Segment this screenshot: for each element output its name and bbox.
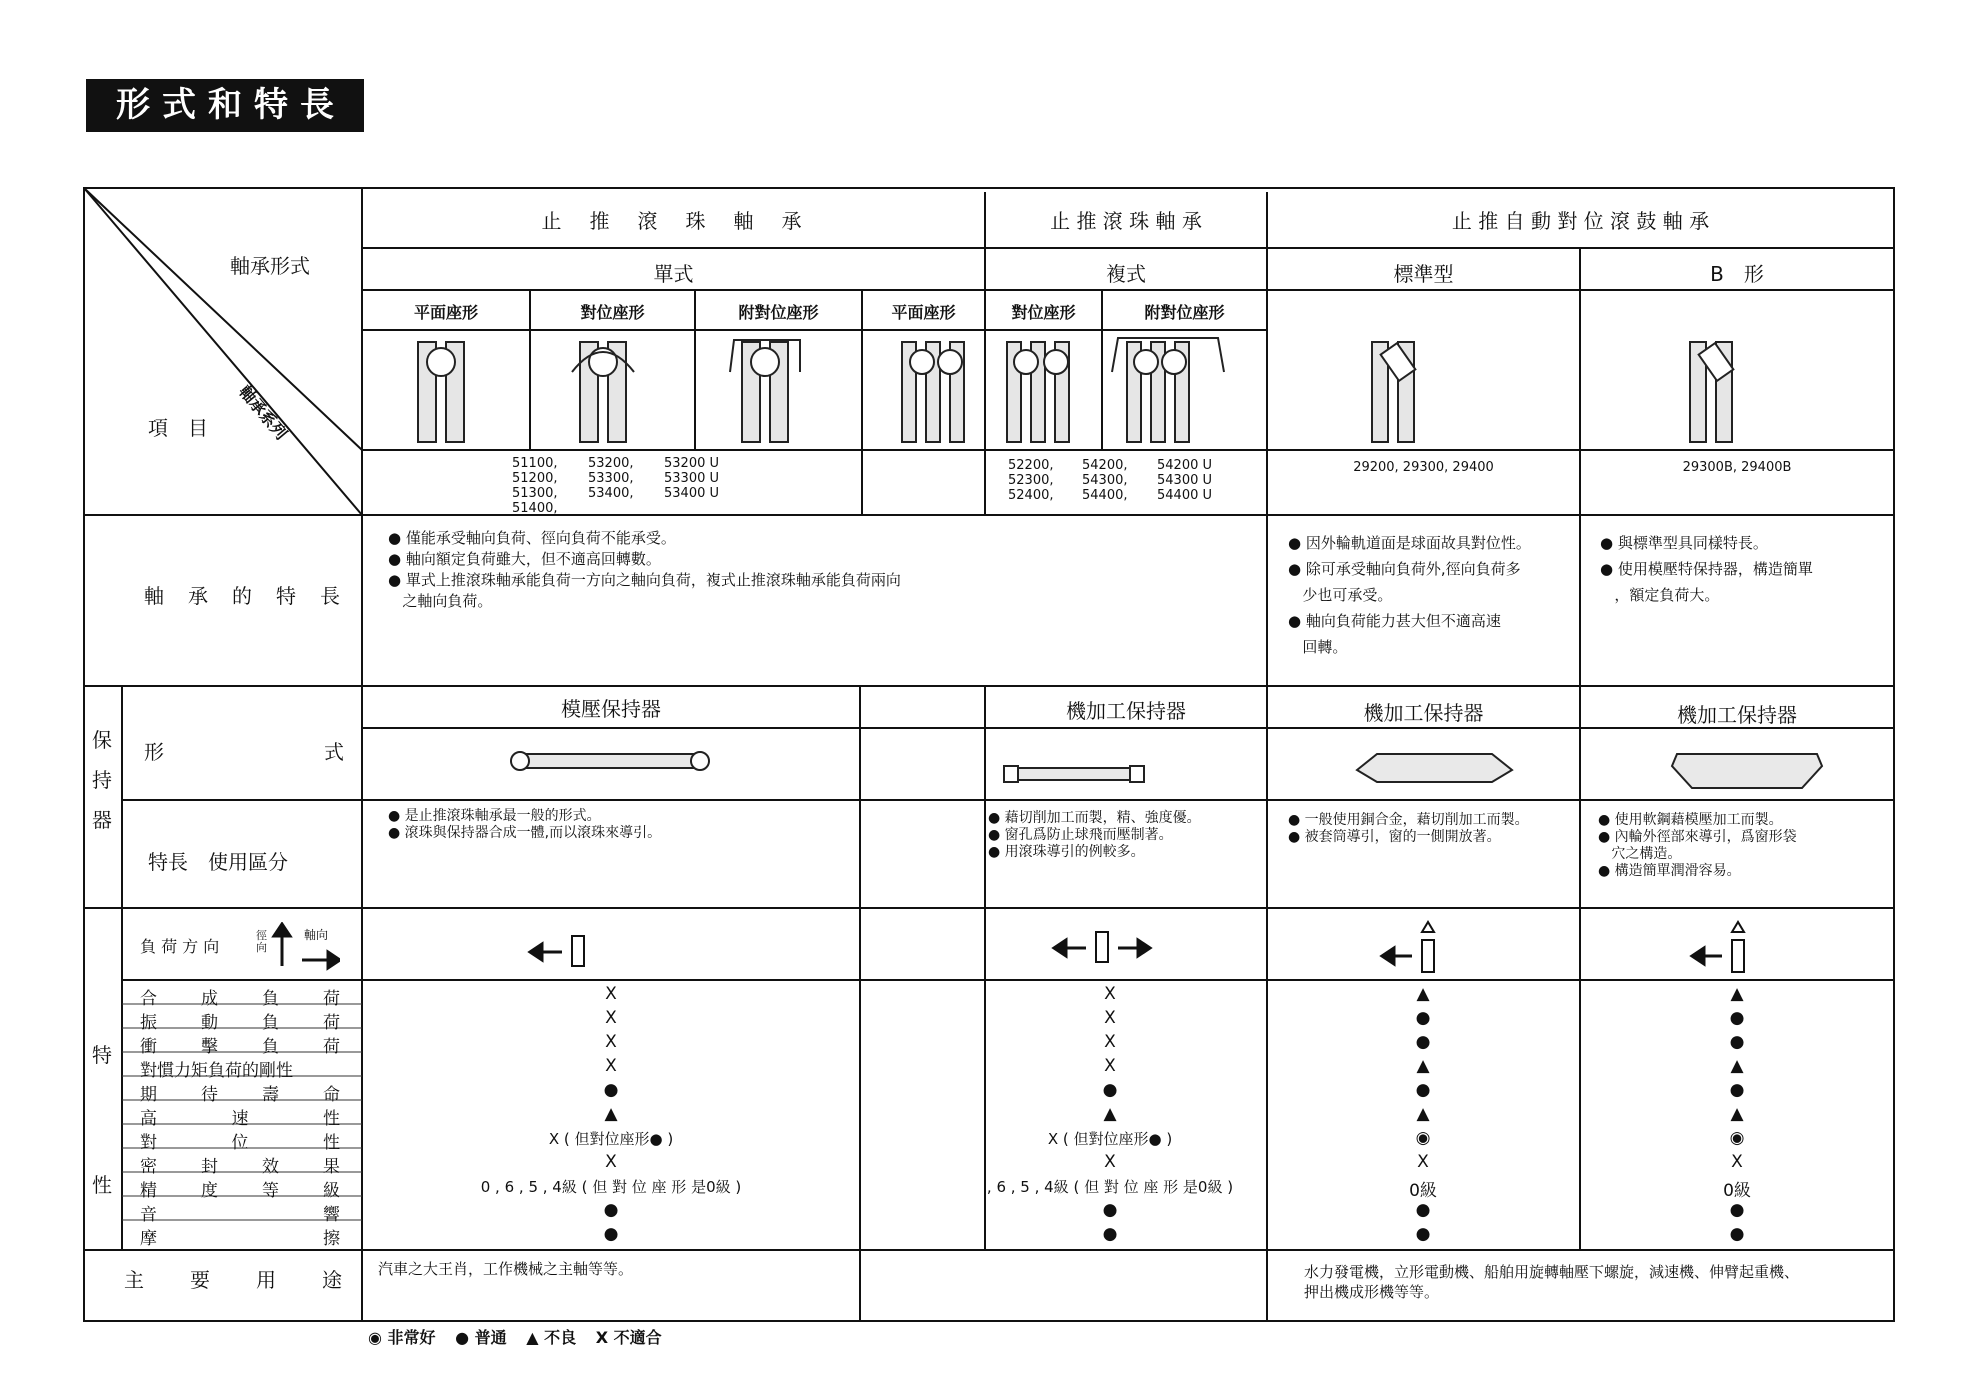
char-value: X: [1104, 1032, 1116, 1052]
char-value: X ( 但對位座形● ): [1047, 1130, 1173, 1148]
double-load-icon: [1054, 932, 1150, 962]
char-row-label: [140, 1056, 340, 1081]
char-value: ●: [1729, 1080, 1745, 1100]
usage-label: 主 要 用 途: [124, 1268, 344, 1292]
series-single-c: 53200 U 53300 U 53400 U: [664, 456, 720, 501]
char-value: ▲: [1416, 984, 1430, 1004]
char-row-label-part: 動: [201, 1013, 218, 1033]
cage-type-4: 機加工保持器: [1677, 703, 1797, 727]
cage-side-label: 保 持 器: [92, 728, 112, 832]
align-seat-drawing: [572, 342, 634, 442]
char-row-label-part: 對: [140, 1133, 157, 1153]
char-row-label-part: 荷: [323, 989, 340, 1009]
legend: [368, 1325, 676, 1348]
char-row-label: [140, 1176, 340, 1201]
axial-label: 軸向: [304, 928, 329, 942]
char-value: ◉: [1729, 1128, 1745, 1148]
char-row-label-part: 位: [231, 1133, 249, 1153]
char-row-label-part: 壽: [262, 1085, 279, 1105]
char-row-label-part: 性: [323, 1133, 340, 1153]
roller-load-icon-1: [1382, 922, 1434, 972]
cage-notes-3: ● 一般使用銅合金，藉切削加工而製。 ● 被套筒導引，窗的一側開放著。: [1288, 812, 1529, 845]
features-ball: ● 僅能承受軸向負荷、徑向負荷不能承受。 ● 軸向額定負荷雖大，但不適高回轉數。 ● 單式上推滾珠軸承能負荷一方向之軸向負荷，複式止推滾珠軸承能負荷兩向 之軸向負荷。: [388, 529, 901, 610]
char-value: X: [605, 1032, 617, 1052]
series-label: 軸承系列: [235, 381, 291, 444]
cage-notes-4: ● 使用軟鋼藉模壓加工而製。 ● 內輪外徑部來導引，爲窗形袋 穴之構造。 ● 構造簡單潤滑容易。: [1598, 812, 1797, 879]
page-title: 形式和特長: [86, 79, 364, 132]
char-value: 0級: [1723, 1181, 1751, 1201]
roller-load-icon-2: [1692, 922, 1744, 972]
char-value: X: [1104, 1008, 1116, 1028]
double-flat-drawing: [902, 342, 964, 442]
cage-drawings: [362, 730, 1894, 798]
char-row-label: [140, 1032, 340, 1057]
bearing-type-label: 軸承形式: [230, 254, 310, 278]
char-row-label: [140, 1008, 340, 1033]
char-row-label-part: 級: [323, 1181, 340, 1201]
char-row-label-part: 荷: [323, 1013, 340, 1033]
cage-type-3: 機加工保持器: [1363, 701, 1484, 725]
cage-feature-label: 特長 使用區分: [148, 850, 288, 874]
char-row-label-part: 速: [231, 1109, 249, 1129]
double-align-drawing: [1007, 342, 1069, 442]
type-aux-1: 附對位座形: [738, 303, 819, 322]
single-load-icon: [530, 936, 584, 966]
char-value: ▲: [1730, 1056, 1744, 1076]
char-row-label: [140, 1200, 340, 1225]
char-value: ▲: [1416, 1056, 1430, 1076]
char-row-label-part: 效: [262, 1157, 279, 1177]
features-b-type: ● 與標準型具同樣特長。 ● 使用模壓特保持器，構造簡單 ，額定負荷大。: [1600, 534, 1813, 604]
usage-ball: 汽車之大王肖，工作機械之主軸等等。: [378, 1260, 634, 1278]
type-align-1: 對位座形: [580, 303, 645, 322]
char-value: X: [1417, 1152, 1429, 1172]
char-value: ●: [1415, 1032, 1431, 1052]
char-row-label-part: 高: [140, 1109, 157, 1129]
char-row-label-part: 負: [262, 1037, 279, 1057]
char-value: ▲: [1730, 984, 1744, 1004]
char-value: 0級: [1409, 1181, 1437, 1201]
subgroup-double: 複式: [1106, 262, 1146, 286]
cage-notes-1: ● 是止推滾珠軸承最一般的形式。 ● 滾珠與保持器合成一體,而以滾珠來導引。: [388, 808, 662, 841]
char-value: ●: [1415, 1080, 1431, 1100]
type-flat-2: 平面座形: [891, 303, 956, 322]
char-value: ▲: [1103, 1104, 1117, 1124]
char-row-label-part: 待: [201, 1085, 218, 1105]
char-row-label-part: 摩: [140, 1229, 157, 1249]
radial-label: 徑向: [256, 929, 267, 954]
char-row-label: [140, 1224, 340, 1249]
char-value: ●: [1729, 1008, 1745, 1028]
char-value: X: [1104, 1152, 1116, 1172]
char-row-label-part: 負: [262, 1013, 279, 1033]
features-standard: ● 因外輪軌道面是球面故具對位性。 ● 除可承受軸向負荷外,徑向負荷多 少也可承受。 ● 軸向負荷能力甚大但不適高速 回轉。: [1288, 534, 1531, 656]
legend-excellent: ◉ 非常好: [368, 1328, 436, 1347]
char-value: ●: [1729, 1032, 1745, 1052]
item-label: 項 目: [148, 416, 208, 440]
char-row-label-part: 衝: [140, 1037, 157, 1057]
machined-cage-drawing-1: [1004, 768, 1144, 780]
char-value: X: [1104, 1056, 1116, 1076]
char-row-label-part: 擊: [201, 1037, 218, 1057]
char-row-label-part: 封: [201, 1157, 218, 1177]
roller-standard-drawing: [1372, 342, 1415, 442]
char-row-label-part: 期: [140, 1085, 157, 1105]
series-standard: 29200, 29300, 29400: [1353, 460, 1494, 475]
char-row-label-part: 負: [262, 989, 279, 1009]
legend-normal: ● 普通: [455, 1328, 507, 1347]
char-row-label-part: 響: [323, 1205, 340, 1225]
char-row-label-part: 等: [262, 1181, 279, 1201]
char-value: ●: [1415, 1008, 1431, 1028]
machined-cage-drawing-3: [1672, 754, 1822, 788]
char-value: X: [605, 1152, 617, 1172]
features-label: 軸 承 的 特 長: [144, 584, 342, 608]
char-row-label-part: 合: [140, 989, 157, 1009]
char-value: X: [605, 984, 617, 1004]
char-value: X: [1104, 984, 1116, 1004]
char-value: X: [1731, 1152, 1743, 1172]
series-double-b: 54200, 54300, 54400,: [1082, 458, 1128, 503]
aux-seat-drawing: [730, 340, 800, 442]
char-row-label-part: 振: [140, 1013, 157, 1033]
cage-type-2: 機加工保持器: [1066, 699, 1186, 723]
bearing-drawings: [362, 332, 1894, 448]
char-row-label-part: 荷: [323, 1037, 340, 1057]
series-double-c: 54200 U 54300 U 54400 U: [1157, 458, 1213, 503]
flat-seat-drawing: [418, 342, 464, 442]
char-row-label-part: 密: [140, 1157, 157, 1177]
char-row-label-part: 音: [140, 1205, 157, 1225]
usage-roller: 水力發電機，立形電動機、船舶用旋轉軸壓下螺旋，減速機、伸臂起重機、 押出機成形機等等。: [1304, 1263, 1800, 1301]
chars-side-label: 特 性: [92, 1043, 112, 1197]
roller-b-drawing: [1690, 342, 1733, 442]
char-row-label: [140, 1104, 340, 1129]
subgroup-b-type: B 形: [1710, 262, 1764, 286]
series-single-b: 53200, 53300, 53400,: [588, 456, 634, 501]
char-row-label-part: 度: [201, 1181, 218, 1201]
char-value: ●: [1102, 1200, 1118, 1220]
char-value: ●: [1729, 1200, 1745, 1220]
char-row-label: [140, 1080, 340, 1105]
group-thrust-ball-2: 止 推 滾 珠 軸 承: [1050, 209, 1202, 233]
cage-notes-2: ● 藉切削加工而製，精、強度優。 ● 窗孔爲防止球飛而壓制著。 ● 用滾珠導引的例較多。: [988, 810, 1201, 860]
type-align-2: 對位座形: [1011, 303, 1076, 322]
char-value: ●: [603, 1080, 619, 1100]
char-value: X ( 但對位座形● ): [548, 1130, 674, 1148]
char-value: ●: [603, 1224, 619, 1244]
cage-type-1: 模壓保持器: [561, 697, 661, 721]
cage-form-label: 形 式: [144, 740, 344, 764]
char-row-label-part: 精: [140, 1181, 157, 1201]
char-row-label-part: 果: [323, 1157, 340, 1177]
char-value: ●: [1415, 1224, 1431, 1244]
char-row-label: [140, 1152, 340, 1177]
char-row-label-part: 命: [323, 1085, 340, 1105]
char-value: ●: [1415, 1200, 1431, 1220]
legend-poor: ▲ 不良: [526, 1328, 577, 1347]
subgroup-standard: 標準型: [1393, 262, 1454, 286]
char-value: ●: [1102, 1080, 1118, 1100]
group-thrust-ball-1: 止 推 滾 珠 軸 承: [541, 209, 806, 233]
char-value: ◉: [1415, 1128, 1431, 1148]
char-value: ▲: [1416, 1104, 1430, 1124]
char-value: , 6 , 5 , 4級 ( 但 對 位 座 形 是0級 ): [986, 1178, 1234, 1196]
char-value: ●: [1102, 1224, 1118, 1244]
series-b-type: 29300B, 29400B: [1682, 460, 1792, 475]
char-value: ▲: [1730, 1104, 1744, 1124]
char-value: ▲: [604, 1104, 618, 1124]
char-value: X: [605, 1056, 617, 1076]
char-row-label-part: 性: [323, 1109, 340, 1129]
subgroup-single: 單式: [653, 262, 694, 286]
type-flat-1: 平面座形: [413, 303, 478, 322]
char-row-label-part: 對慣力矩負荷的剛性: [140, 1061, 293, 1081]
molded-cage-drawing: [512, 754, 707, 768]
series-double-a: 52200, 52300, 52400,: [1008, 458, 1054, 503]
char-value: 0 , 6 , 5 , 4級 ( 但 對 位 座 形 是0級 ): [480, 1178, 742, 1196]
char-value: ●: [603, 1200, 619, 1220]
load-direction-icon: [270, 922, 340, 972]
machined-cage-drawing-2: [1357, 754, 1512, 782]
series-single-a: 51100, 51200, 51300, 51400,: [512, 456, 558, 516]
type-aux-2: 附對位座形: [1144, 303, 1225, 322]
legend-unsuitable: X 不適合: [595, 1328, 662, 1347]
char-row-label: [140, 1128, 340, 1153]
load-direction-label: 負 荷 方 向: [140, 937, 220, 956]
char-row-label: [140, 984, 340, 1009]
char-value: ●: [1729, 1224, 1745, 1244]
group-thrust-roller: 止 推 自 動 對 位 滾 鼓 軸 承: [1451, 209, 1710, 233]
char-row-label-part: 成: [201, 989, 218, 1009]
char-value: X: [605, 1008, 617, 1028]
char-row-label-part: 擦: [323, 1229, 340, 1249]
load-direction-diagrams: [362, 910, 1894, 978]
double-aux-drawing: [1112, 338, 1224, 442]
